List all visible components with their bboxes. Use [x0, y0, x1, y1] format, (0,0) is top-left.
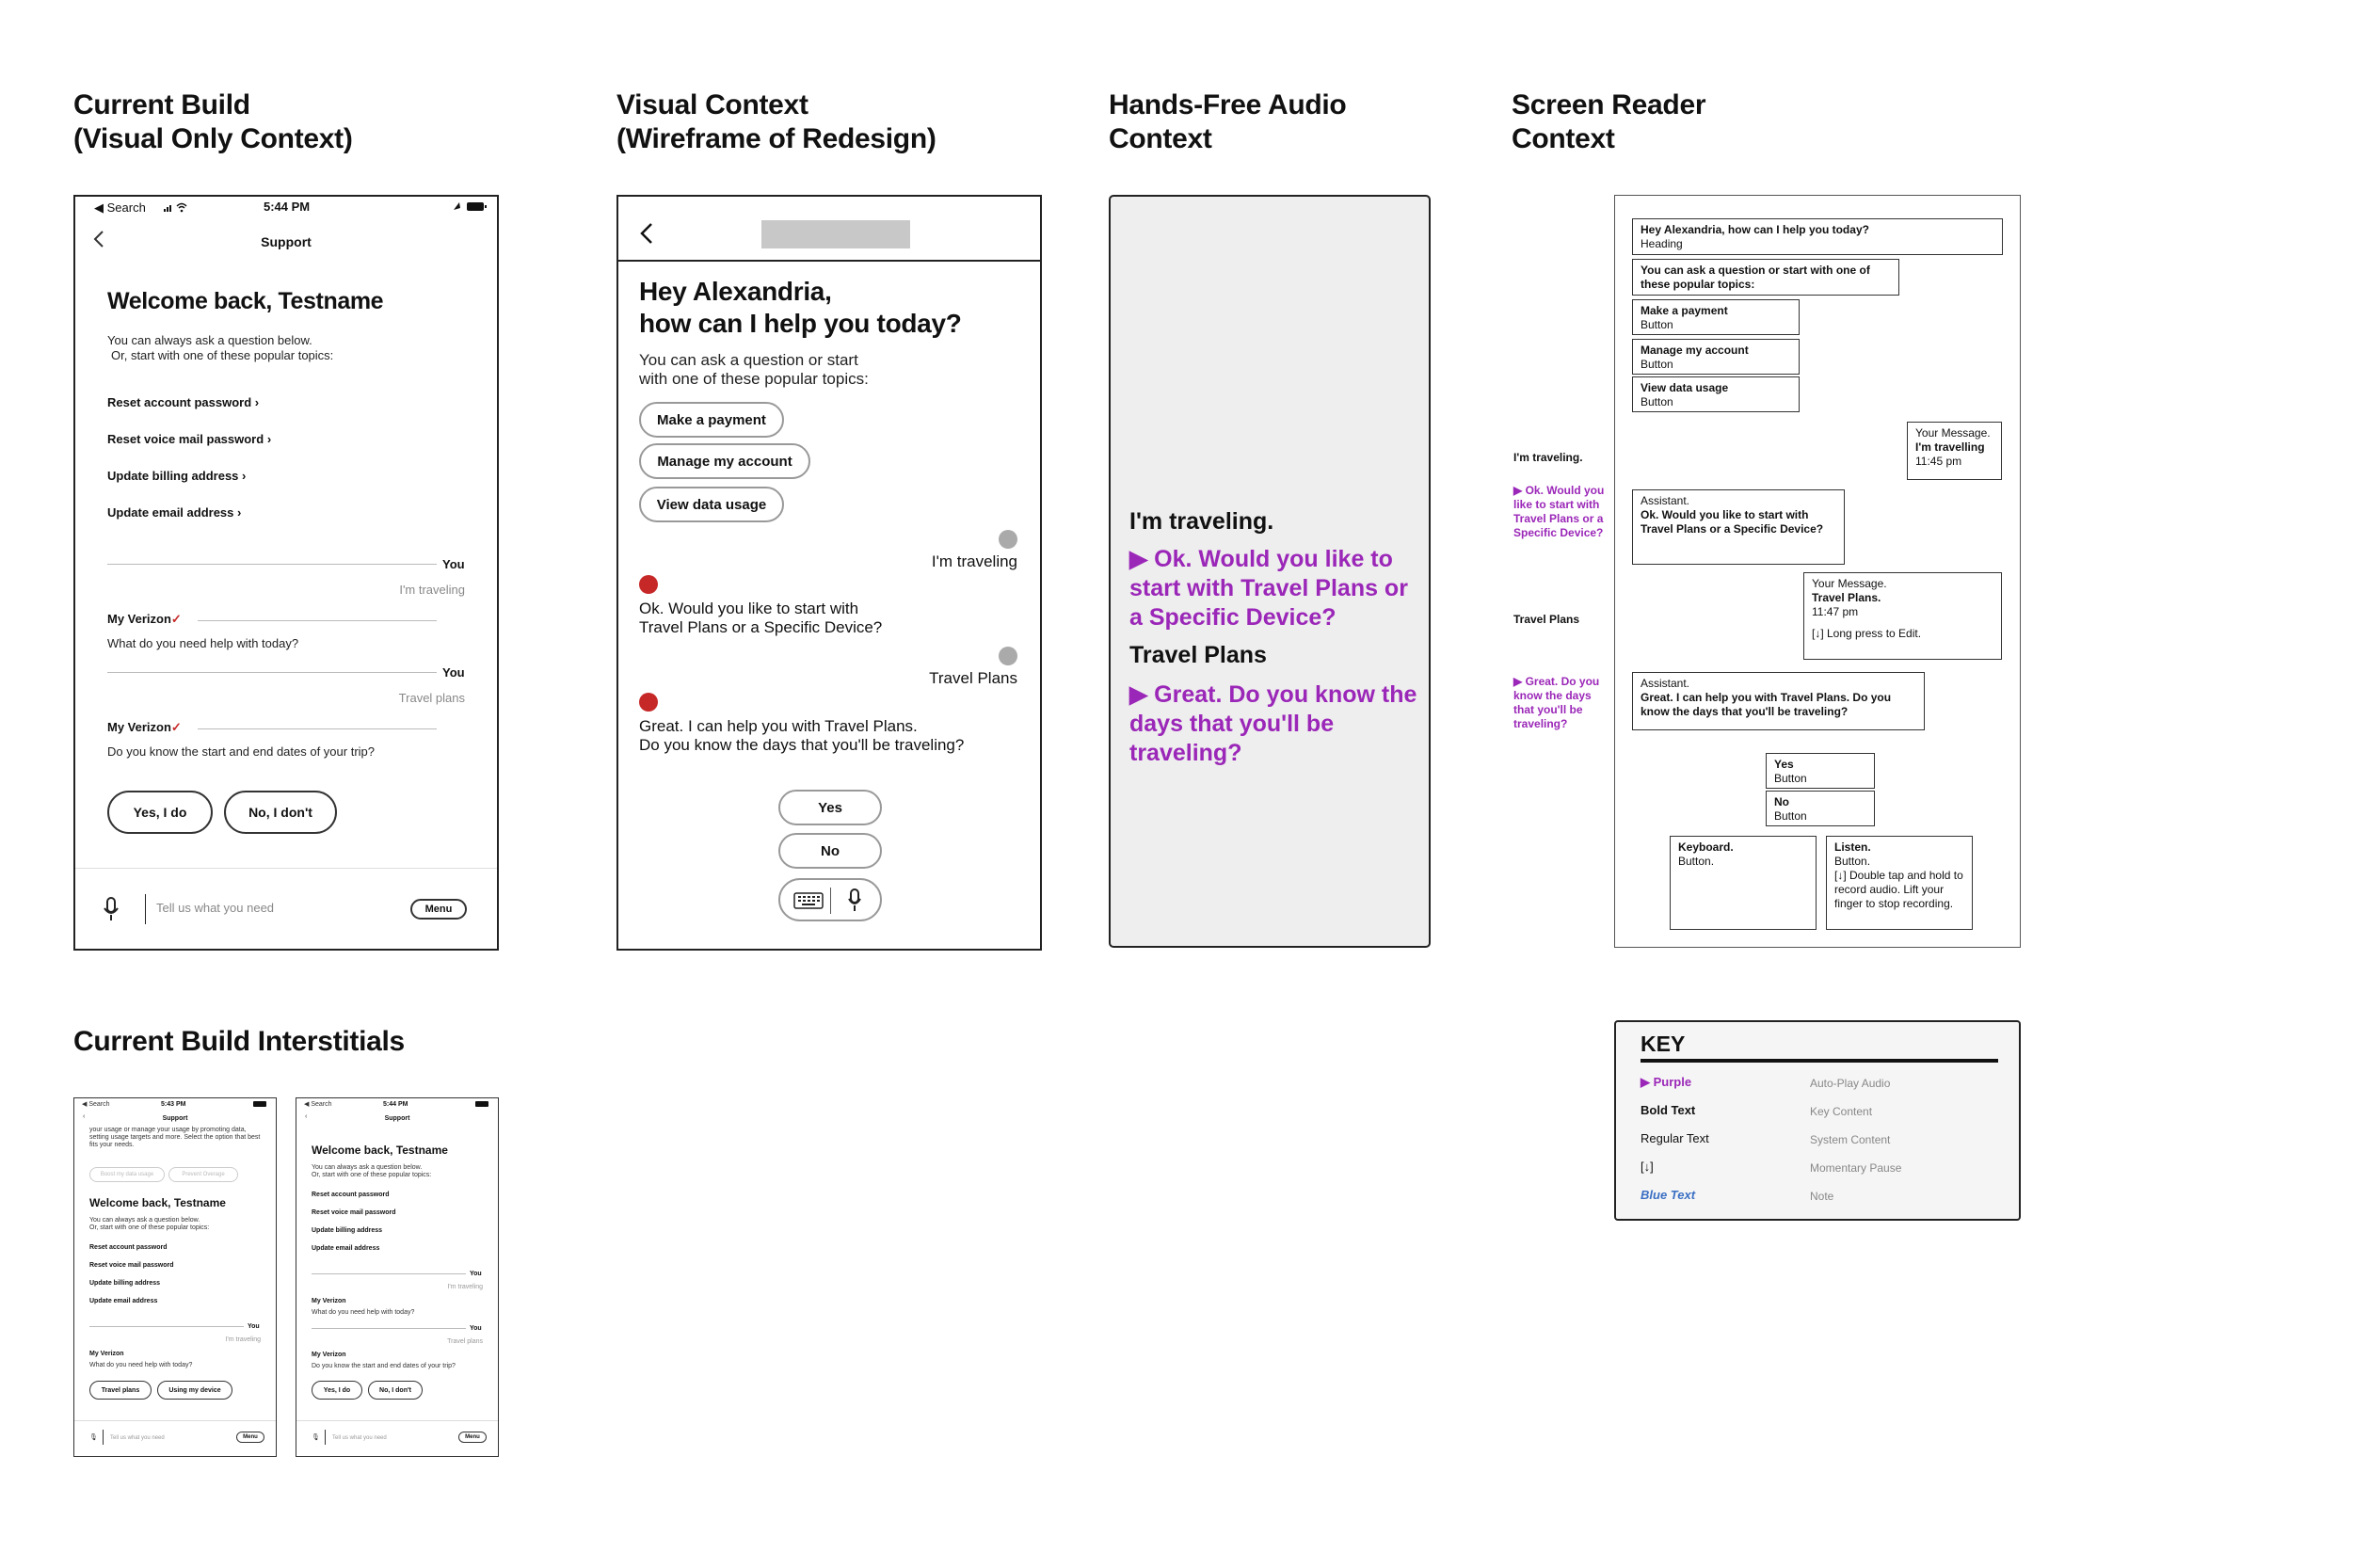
wireframe-phone	[616, 195, 1042, 951]
microphone-icon[interactable]: 🎙	[89, 1434, 98, 1441]
sr-assistant-box	[1632, 489, 1845, 565]
myverizon-text: My Verizon	[107, 720, 171, 734]
intro-text: setting usage targets and more. Select the option that best	[89, 1134, 261, 1141]
heading-line: Screen Reader	[1512, 89, 1706, 120]
topic-link[interactable]: Update email address	[89, 1298, 158, 1304]
sr-user-message-box	[1803, 572, 2002, 660]
sr-text: Yes	[1774, 758, 1794, 771]
audio-panel	[1109, 195, 1431, 948]
intro-text: Or, start with one of these popular topics:	[89, 1224, 210, 1231]
signal-wifi-icon	[164, 201, 192, 213]
divider	[75, 868, 497, 869]
divider	[618, 260, 1040, 262]
heading-line: Context	[1512, 123, 1615, 154]
heading-hands-free	[1109, 88, 1346, 156]
key-legend	[1614, 1020, 2021, 1221]
heading-visual-context	[616, 88, 936, 156]
sr-listen-button-box	[1826, 836, 1973, 930]
message-line: Ok. Would you like to start with	[639, 600, 859, 617]
assistant-avatar-dot	[639, 575, 658, 594]
sr-button-box	[1632, 299, 1800, 335]
chevron-right-icon: ›	[242, 469, 247, 483]
key-label: Blue Text	[1641, 1188, 1696, 1202]
sr-role: Button	[1641, 358, 1673, 371]
back-chevron-icon[interactable]	[639, 221, 654, 246]
yes-button[interactable]: Yes	[778, 790, 882, 825]
heading-line: Context	[1109, 123, 1212, 154]
chip-button[interactable]: Prevent Overage	[168, 1167, 238, 1182]
sr-text: Listen.	[1834, 840, 1871, 854]
view-data-usage-button[interactable]: View data usage	[639, 487, 784, 522]
key-label: Bold Text	[1641, 1103, 1696, 1117]
menu-button[interactable]: Menu	[236, 1432, 264, 1443]
user-message: Travel plans	[398, 691, 465, 705]
no-button[interactable]: No	[778, 833, 882, 869]
intro-line: You can ask a question or start	[639, 351, 858, 369]
myverizon-label	[107, 612, 182, 627]
divider	[312, 1328, 466, 1329]
topic-link[interactable]	[107, 432, 271, 446]
divider	[107, 564, 437, 565]
key-rule	[1641, 1059, 1998, 1063]
myverizon-text: My Verizon	[107, 612, 171, 626]
divider	[312, 1273, 466, 1274]
microphone-icon[interactable]	[848, 888, 861, 913]
key-desc: Auto-Play Audio	[1810, 1077, 1891, 1090]
bot-message: Do you know the start and end dates of your trip?	[107, 744, 376, 759]
sr-role: Button	[1641, 395, 1673, 408]
user-avatar-dot	[999, 647, 1017, 665]
greeting-heading	[639, 276, 962, 340]
sr-text: Great. I can help you with Travel Plans. Do you know the days that you'll be traveling?	[1641, 691, 1892, 718]
verizon-check-icon: ✓	[170, 612, 182, 626]
key-desc: Note	[1810, 1190, 1834, 1203]
key-title: KEY	[1641, 1032, 1686, 1056]
sr-role: Button	[1774, 809, 1807, 823]
keyboard-icon[interactable]	[793, 892, 824, 909]
intro-text: You can always ask a question below.	[89, 1217, 200, 1224]
intro-text: Or, start with one of these popular topics:	[111, 348, 334, 362]
bot-message: Do you know the start and end dates of your trip?	[312, 1363, 456, 1369]
topic-link[interactable]	[107, 505, 241, 520]
sr-role: Button	[1641, 318, 1673, 331]
chevron-right-icon: ›	[266, 432, 272, 446]
verizon-check-icon: ✓	[170, 720, 182, 734]
assistant-message	[639, 717, 964, 755]
heading-line: (Visual Only Context)	[73, 123, 353, 154]
menu-button[interactable]: Menu	[458, 1432, 487, 1443]
sr-yes-button-box	[1766, 753, 1875, 789]
intro-text	[639, 351, 869, 389]
heading-line: Hands-Free Audio	[1109, 89, 1347, 120]
sr-text: Manage my account	[1641, 344, 1749, 357]
you-label: You	[442, 557, 465, 571]
key-desc: Momentary Pause	[1810, 1161, 1902, 1175]
key-label: [↓]	[1641, 1160, 1654, 1174]
topic-link[interactable]	[107, 395, 259, 409]
you-label: You	[248, 1323, 260, 1330]
welcome-title: Welcome back, Testname	[89, 1196, 226, 1209]
travel-plans-button[interactable]: Travel plans	[89, 1381, 152, 1400]
sr-side-assistant: ▶ Great. Do you know the days that you'll be traveling?	[1513, 675, 1600, 730]
chat-input[interactable]: Tell us what you need	[332, 1435, 387, 1441]
assistant-avatar-dot	[639, 693, 658, 712]
topic-label: Reset account password	[107, 395, 252, 409]
sr-text: Travel Plans.	[1812, 591, 1881, 604]
intro-text: You can always ask a question below.	[312, 1164, 423, 1171]
status-back-search: ◀ Search	[304, 1101, 332, 1108]
myverizon-label: My Verizon	[312, 1298, 346, 1304]
battery-icon	[452, 200, 489, 212]
topic-label: Update email address	[107, 505, 234, 520]
bot-message: What do you need help with today?	[107, 636, 299, 650]
sr-side-user: Travel Plans	[1513, 613, 1580, 626]
sr-button-box	[1632, 376, 1800, 412]
no-i-dont-button[interactable]: No, I don't	[368, 1381, 423, 1400]
sr-text: Hey Alexandria, how can I help you today?	[1641, 223, 1869, 236]
divider	[74, 1420, 276, 1421]
no-i-dont-button[interactable]: No, I don't	[224, 791, 337, 834]
chevron-right-icon: ›	[237, 505, 242, 520]
welcome-title: Welcome back, Testname	[312, 1144, 448, 1157]
you-label: You	[470, 1325, 482, 1332]
sr-role: Heading	[1641, 237, 1683, 250]
sr-intro-box	[1632, 259, 1899, 296]
sr-prefix: Assistant.	[1641, 494, 1690, 507]
you-label: You	[442, 665, 465, 680]
chip-button[interactable]: Boost my data usage	[89, 1167, 165, 1182]
intro-text: You can always ask a question below.	[107, 333, 312, 347]
separator	[830, 888, 831, 914]
sr-side-user: I'm traveling.	[1513, 451, 1583, 464]
nav-title: Support	[261, 234, 312, 249]
input-controls	[778, 878, 882, 921]
myverizon-label	[107, 720, 182, 735]
sr-prefix: Your Message.	[1812, 577, 1887, 590]
heading-line: Hey Alexandria,	[639, 277, 832, 306]
divider	[296, 1420, 498, 1421]
sr-role: Button.	[1678, 855, 1715, 868]
chevron-right-icon: ›	[254, 395, 260, 409]
user-message: Travel Plans	[929, 669, 1017, 687]
intro-line: with one of these popular topics:	[639, 370, 869, 388]
sr-heading-box	[1632, 218, 2003, 255]
assistant-message	[639, 600, 882, 637]
sr-prefix: Your Message.	[1915, 426, 1991, 440]
input-cursor	[103, 1430, 104, 1445]
audio-assistant-line: ▶ Ok. Would you like to start with Travel Plans or a Specific Device?	[1129, 546, 1408, 631]
myverizon-label: My Verizon	[312, 1352, 346, 1358]
user-message: Travel plans	[447, 1338, 483, 1345]
bot-message: What do you need help with today?	[89, 1362, 193, 1368]
message-line: Travel Plans or a Specific Device?	[639, 618, 883, 636]
topic-label: Reset voice mail password	[107, 432, 264, 446]
heading-current-build	[73, 88, 353, 156]
topic-link[interactable]: Update email address	[312, 1245, 380, 1252]
topic-link[interactable]: Reset voice mail password	[89, 1262, 174, 1269]
current-build-phone	[73, 195, 499, 951]
heading-line: (Wireframe of Redesign)	[616, 123, 936, 154]
manage-account-button[interactable]: Manage my account	[639, 443, 810, 479]
audio-assistant-line: ▶ Great. Do you know the days that you'll be traveling?	[1129, 681, 1417, 766]
heading-screen-reader	[1512, 88, 1705, 156]
heading-interstitials: Current Build Interstitials	[73, 1026, 405, 1057]
interstitial-phone-1	[73, 1097, 277, 1457]
sr-note: [↓] Long press to Edit.	[1812, 627, 1922, 640]
sr-no-button-box	[1766, 791, 1875, 826]
user-message: I'm traveling	[447, 1284, 483, 1290]
topic-link[interactable]: Update billing address	[89, 1280, 161, 1287]
sr-text: You can ask a question or start with one of these popular topics:	[1641, 264, 1870, 291]
input-cursor	[145, 894, 146, 924]
status-back-search: ◀ Search	[82, 1101, 110, 1108]
key-desc: System Content	[1810, 1133, 1891, 1146]
sr-note: [↓] Double tap and hold to record audio. Lift your finger to stop recording.	[1834, 869, 1963, 910]
audio-user-line: Travel Plans	[1129, 642, 1267, 668]
message-line: Do you know the days that you'll be traveling?	[639, 736, 965, 754]
myverizon-label: My Verizon	[89, 1351, 124, 1357]
key-label: ▶ Purple	[1641, 1075, 1692, 1089]
yes-i-do-button[interactable]: Yes, I do	[107, 791, 213, 834]
sr-time: 11:45 pm	[1915, 455, 1962, 468]
battery-icon	[253, 1101, 266, 1107]
sr-time: 11:47 pm	[1812, 605, 1859, 618]
using-device-button[interactable]: Using my device	[157, 1381, 232, 1400]
status-back-search[interactable]: ◀ Search	[94, 200, 146, 215]
status-time: 5:43 PM	[161, 1101, 186, 1108]
battery-icon	[475, 1101, 488, 1107]
sr-text: Make a payment	[1641, 304, 1728, 317]
chat-input[interactable]: Tell us what you need	[110, 1435, 165, 1441]
status-time: 5:44 PM	[383, 1101, 408, 1108]
make-payment-button[interactable]: Make a payment	[639, 402, 784, 438]
you-label: You	[470, 1271, 482, 1277]
audio-user-line: I'm traveling.	[1129, 508, 1274, 535]
intro-text: Or, start with one of these popular topics:	[312, 1172, 432, 1178]
sr-button-box	[1632, 339, 1800, 375]
sr-assistant-box	[1632, 672, 1925, 730]
nav-title: Support	[384, 1115, 410, 1122]
key-label: Regular Text	[1641, 1131, 1709, 1145]
screen-reader-panel	[1614, 195, 2021, 948]
welcome-title: Welcome back, Testname	[107, 288, 384, 314]
sr-user-message-box	[1907, 422, 2002, 480]
sr-role: Button.	[1834, 855, 1871, 868]
topic-label: Update billing address	[107, 469, 239, 483]
input-cursor	[325, 1430, 326, 1445]
back-chevron-icon[interactable]: ‹	[305, 1113, 308, 1120]
title-placeholder	[761, 220, 910, 248]
nav-title: Support	[162, 1115, 188, 1122]
interstitial-phone-2	[296, 1097, 499, 1457]
heading-line: Visual Context	[616, 89, 808, 120]
sr-text: Keyboard.	[1678, 840, 1734, 854]
sr-prefix: Assistant.	[1641, 677, 1690, 690]
heading-line: how can I help you today?	[639, 309, 962, 338]
chat-input[interactable]: Tell us what you need	[156, 901, 275, 915]
topic-link[interactable]	[107, 469, 246, 483]
divider	[198, 728, 437, 729]
yes-i-do-button[interactable]: Yes, I do	[312, 1381, 362, 1400]
topic-link[interactable]: Reset account password	[89, 1244, 168, 1251]
sr-role: Button	[1774, 772, 1807, 785]
sr-text: I'm travelling	[1915, 440, 1985, 454]
topic-link[interactable]: Update billing address	[312, 1227, 383, 1234]
divider	[198, 620, 437, 621]
sr-text: View data usage	[1641, 381, 1729, 394]
bot-message: What do you need help with today?	[312, 1309, 415, 1316]
intro-text: fits your needs.	[89, 1142, 135, 1148]
divider	[107, 672, 437, 673]
heading-line: Current Build	[73, 89, 250, 120]
user-avatar-dot	[999, 530, 1017, 549]
sr-side-assistant: ▶ Ok. Would you like to start with Travel Plans or a Specific Device?	[1513, 484, 1605, 539]
divider	[89, 1326, 244, 1327]
status-time: 5:44 PM	[264, 200, 311, 214]
user-message: I'm traveling	[399, 583, 465, 597]
sr-text: No	[1774, 795, 1789, 808]
user-message: I'm traveling	[931, 552, 1017, 570]
topic-link[interactable]: Reset voice mail password	[312, 1209, 396, 1216]
user-message: I'm traveling	[225, 1336, 261, 1343]
microphone-icon[interactable]	[104, 897, 119, 921]
menu-button[interactable]: Menu	[410, 899, 467, 920]
intro-text: your usage or manage your usage by promoting data,	[89, 1127, 247, 1133]
key-desc: Key Content	[1810, 1105, 1873, 1118]
microphone-icon[interactable]: 🎙	[312, 1434, 320, 1441]
topic-link[interactable]: Reset account password	[312, 1192, 390, 1198]
message-line: Great. I can help you with Travel Plans.	[639, 717, 918, 735]
sr-keyboard-button-box	[1670, 836, 1817, 930]
back-chevron-icon[interactable]: ‹	[83, 1113, 86, 1120]
sr-text: Ok. Would you like to start with Travel Plans or a Specific Device?	[1641, 508, 1824, 536]
